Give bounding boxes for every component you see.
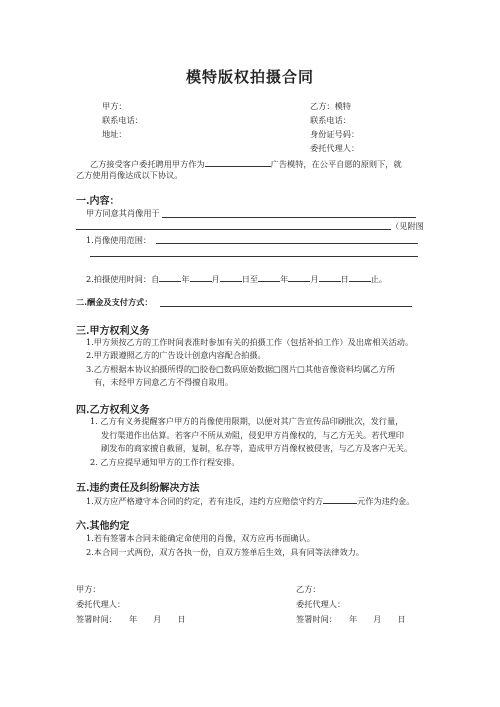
model-role-blank [205,157,271,167]
see-attachment: （见附图 [391,221,424,231]
payment-blank [160,306,412,307]
use-blank [162,217,416,218]
sign-party-a-date: 签署时间： 年 月 日 [76,614,186,624]
s4-item-1-cont-b: 刷发布的商家擅自截留，复制，私存等，造成甲方肖像权被侵害，与乙方及客户无关。 [101,443,413,453]
scope-blank [156,243,418,244]
party-a-label: 甲方： [102,101,127,111]
sign-party-a: 甲方： [76,584,101,594]
contract-title: 模特版权拍摄合同 [185,68,314,86]
s3-item-3-cont: 有，未经甲方同意乙方不得擅自取用。 [94,377,234,387]
section-5-heading: 五.违约责任及纠纷解决方法 [76,483,200,494]
scope-blank-2 [90,256,418,257]
party-b-phone: 联系电话： [310,115,351,125]
section-3-heading: 三.甲方权利义务 [76,326,150,337]
time-line: 2.拍摄使用时间：自 年 月 日至 年 月 日 止。 [86,274,388,284]
party-b-id: 身份证号码： [310,129,360,139]
party-b-agent: 委托代理人： [310,143,360,153]
intro-line-1: 乙方接受客户委托聘用甲方作为 广告模特，在公平自愿的原则下，就 [90,159,402,169]
sign-party-b: 乙方： [296,584,321,594]
section-1-heading: 一.内容： [76,196,120,207]
section-4-heading: 四.乙方权利义务 [76,405,150,416]
use-line: 甲方同意其肖像用于 [86,208,160,218]
s6-item-1: 1.若有签署本合同未能确定命使用的肖像，双方应再书面确认。 [86,533,315,543]
s6-item-2: 2.本合同一式两份，双方各执一份，自双方签单后生效，具有同等法律效力。 [86,547,365,557]
section-2-heading: 二.酬金及支付方式： [76,297,153,307]
scope-label: 1.肖像使用范围： [86,235,152,245]
use-blank-2 [76,229,391,230]
s3-item-1: 1.甲方须按乙方的工作时间表准时参加有关的拍摄工作（包括补拍工作）及出席相关活动。 [86,337,414,347]
s5-item-1: 1.双方应严格遵守本合同的约定，若有违反，违约方应赔偿守约方 元作为违约金。 [86,496,415,506]
section-6-heading: 六.其他约定 [76,521,130,532]
party-a-address: 地址： [102,129,127,139]
sign-party-b-date: 签署时间： 年 月 日 [296,614,406,624]
penalty-blank [323,494,357,504]
s4-item-1: 1. 乙方有义务提醒客户甲方的肖像使用限期，以便对其广告宣传品印刷批次，发行量， [90,416,404,426]
s4-item-1-cont-a: 发行渠道作出估算。若客户不所从劝阻，侵犯甲方肖像权的，与乙方无关。若代理印 [101,430,404,440]
party-b-label: 乙方：模特 [310,101,351,111]
sign-party-a-agent: 委托代理人： [76,599,126,609]
s4-item-2: 2. 乙方应提早通知甲方的工作行程安排。 [90,457,240,467]
party-a-phone: 联系电话： [102,115,143,125]
s3-item-2: 2.甲方跟遵照乙方的广告设计创意内容配合拍摄。 [86,350,266,360]
sign-party-b-agent: 委托代理人： [296,599,346,609]
intro-line-2: 乙方使用肖像达成以下协议。 [76,170,183,180]
s3-item-3: 3.乙方根据本协议拍摄所得的□胶卷□数码原始数据□图片□其他音像资料均属乙方所 [86,364,395,374]
